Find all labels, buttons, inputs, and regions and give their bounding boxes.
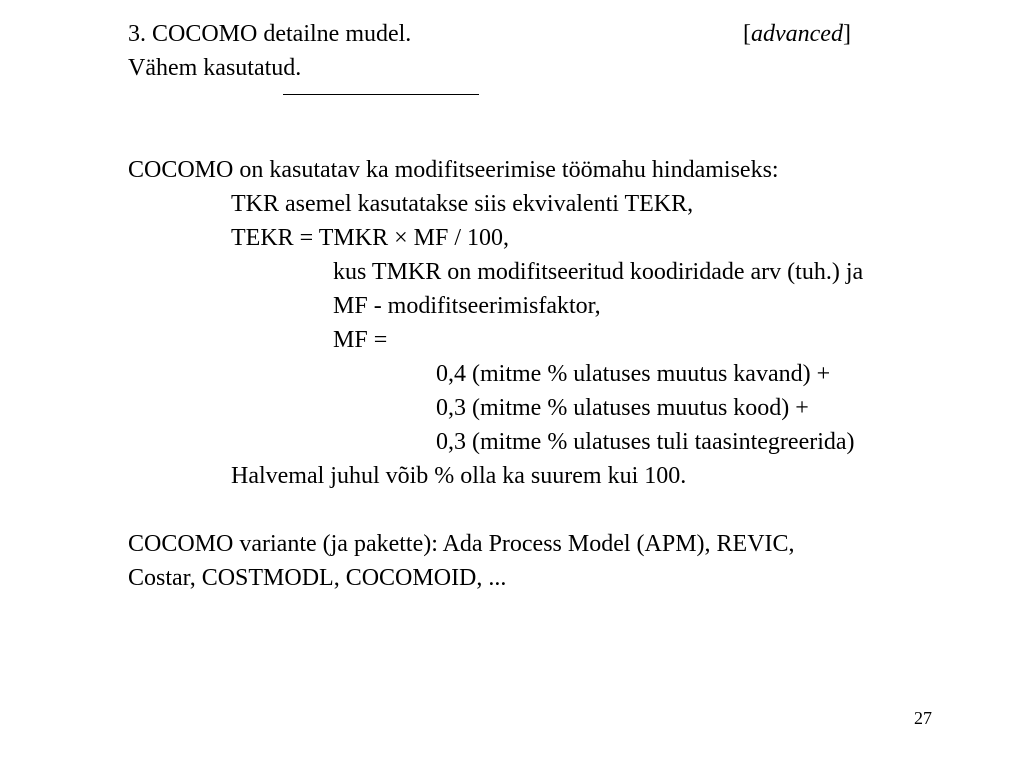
mf-term-design: 0,4 (mitme % ulatuses muutus kavand) + (436, 361, 831, 387)
mf-term-integration: 0,3 (mitme % ulatuses tuli taasintegreerida) (436, 429, 855, 455)
advanced-tag-close: ] (842, 21, 851, 47)
worst-case-note: Halvemal juhul võib % olla ka suurem kui 100. (231, 463, 687, 489)
variants-text-line-2: Costar, COSTMODL, COCOMOID, ... (128, 565, 507, 591)
tekr-formula: TEKR = TMKR × MF / 100, (231, 225, 509, 251)
advanced-tag (743, 17, 851, 51)
mf-definition: MF - modifitseerimisfaktor, (333, 293, 601, 319)
slide-subtitle: Vähem kasutatud. (128, 55, 302, 81)
tekr-usage-text: TKR asemel kasutatakse siis ekvivalenti TEKR, (231, 191, 694, 217)
advanced-tag-text: advanced (751, 21, 843, 47)
mf-term-code: 0,3 (mitme % ulatuses muutus kood) + (436, 395, 809, 421)
mf-formula: MF = (333, 327, 388, 353)
variants-text-line-1: COCOMO variante (ja pakette): Ada Process Model (APM), REVIC, (128, 531, 795, 557)
intro-text: COCOMO on kasutatav ka modifitseerimise töömahu hindamiseks: (128, 157, 779, 183)
slide-title: 3. COCOMO detailne mudel. (128, 21, 412, 47)
advanced-tag-open: [ (743, 21, 751, 47)
page-number: 27 (914, 708, 932, 728)
divider-rule (283, 94, 479, 95)
tmkr-definition: kus TMKR on modifitseeritud koodiridade arv (tuh.) ja (333, 259, 864, 285)
